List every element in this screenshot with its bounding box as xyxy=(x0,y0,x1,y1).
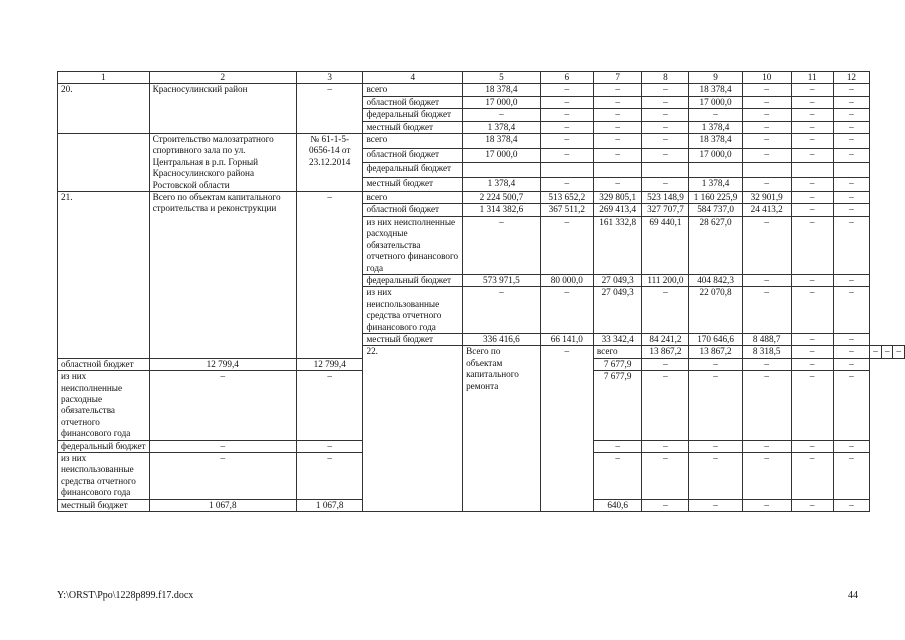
table-cell: – xyxy=(742,148,791,163)
table-cell: – xyxy=(833,109,870,121)
table-cell: – xyxy=(791,440,833,452)
table-cell: федеральный бюджет xyxy=(363,109,463,121)
table-cell: – xyxy=(742,440,791,452)
table-cell xyxy=(463,163,541,178)
table-cell: 1 378,4 xyxy=(689,121,742,133)
table-cell: 1 067,8 xyxy=(296,499,363,511)
table-cell: 27 049,3 xyxy=(593,274,642,286)
table-cell: – xyxy=(791,109,833,121)
table-cell: – xyxy=(642,177,689,192)
table-cell: – xyxy=(742,84,791,96)
table-cell: – xyxy=(791,96,833,108)
table-cell: – xyxy=(833,96,870,108)
table-cell: – xyxy=(742,216,791,274)
table-cell: – xyxy=(642,121,689,133)
table-cell: всего xyxy=(363,84,463,96)
table-cell: – xyxy=(742,177,791,192)
table-cell: 8 318,5 xyxy=(742,346,791,358)
table-cell xyxy=(540,163,593,178)
table-cell: – xyxy=(296,371,363,440)
table-row xyxy=(58,192,905,204)
table-cell: 111 200,0 xyxy=(642,274,689,286)
table-cell: – xyxy=(540,177,593,192)
table-cell: – xyxy=(642,371,689,440)
table-cell: – xyxy=(833,216,870,274)
table-cell: из них неиспользованные средства отчетного финансового года xyxy=(363,287,463,334)
table-cell: – xyxy=(689,358,742,370)
table-cell: – xyxy=(540,109,593,121)
table-cell: 513 652,2 xyxy=(540,192,593,204)
table-cell: 32 901,9 xyxy=(742,192,791,204)
table-cell: местный бюджет xyxy=(58,499,150,511)
table-cell: – xyxy=(791,84,833,96)
table-cell: 66 141,0 xyxy=(540,333,593,345)
budget-table xyxy=(57,71,905,512)
table-cell: 7 677,9 xyxy=(593,371,642,440)
column-number-header: 6 xyxy=(540,72,593,84)
table-cell: 2 224 500,7 xyxy=(463,192,541,204)
table-cell: – xyxy=(540,84,593,96)
table-cell: – xyxy=(463,287,541,334)
table-cell: федеральный бюджет xyxy=(58,440,150,452)
column-number-header: 1 xyxy=(58,72,150,84)
table-cell: 523 148,9 xyxy=(642,192,689,204)
table-cell: – xyxy=(642,358,689,370)
table-cell: – xyxy=(540,134,593,149)
table-cell: 12 799,4 xyxy=(149,358,296,370)
table-cell: – xyxy=(791,121,833,133)
table-cell: 573 971,5 xyxy=(463,274,541,286)
table-cell: – xyxy=(593,84,642,96)
table-cell: – xyxy=(689,440,742,452)
table-cell: – xyxy=(296,84,363,134)
table-cell: – xyxy=(791,346,833,358)
table-cell: 170 646,6 xyxy=(689,333,742,345)
table-cell: – xyxy=(791,358,833,370)
table-cell: – xyxy=(642,109,689,121)
table-cell: – xyxy=(791,204,833,216)
column-number-header: 5 xyxy=(463,72,541,84)
table-cell: – xyxy=(742,96,791,108)
table-cell: – xyxy=(689,109,742,121)
table-row xyxy=(58,134,905,149)
table-cell: областной бюджет xyxy=(363,204,463,216)
table-cell: – xyxy=(149,440,296,452)
table-cell: 20. xyxy=(58,84,150,134)
column-number-header: 4 xyxy=(363,72,463,84)
table-cell: 17 000,0 xyxy=(689,148,742,163)
table-cell: Всего по объектам капитального строительства и реконструкции xyxy=(149,192,296,359)
table-cell: 21. xyxy=(58,192,150,359)
table-cell: 1 314 382,6 xyxy=(463,204,541,216)
table-cell xyxy=(742,163,791,178)
table-cell: 24 413,2 xyxy=(742,204,791,216)
table-cell: – xyxy=(833,192,870,204)
table-cell: всего xyxy=(363,134,463,149)
table-cell: 33 342,4 xyxy=(593,333,642,345)
table-cell: Красносулинский район xyxy=(149,84,296,134)
table-cell: 12 799,4 xyxy=(296,358,363,370)
table-cell: – xyxy=(642,287,689,334)
table-cell: – xyxy=(540,287,593,334)
table-cell: 18 378,4 xyxy=(689,84,742,96)
table-cell: областной бюджет xyxy=(58,358,150,370)
table-cell: 367 511,2 xyxy=(540,204,593,216)
table-cell: – xyxy=(833,274,870,286)
table-cell: 329 805,1 xyxy=(593,192,642,204)
table-cell: 84 241,2 xyxy=(642,333,689,345)
table-cell: – xyxy=(833,204,870,216)
table-cell xyxy=(642,163,689,178)
table-cell: – xyxy=(593,109,642,121)
table-cell: – xyxy=(642,134,689,149)
table-cell: – xyxy=(833,134,870,149)
table-cell: всего xyxy=(593,346,642,358)
table-cell: 28 627,0 xyxy=(689,216,742,274)
table-cell: федеральный бюджет xyxy=(363,274,463,286)
table-cell: 327 707,7 xyxy=(642,204,689,216)
table-cell: областной бюджет xyxy=(363,148,463,163)
table-cell: – xyxy=(642,453,689,500)
table-cell xyxy=(833,163,870,178)
table-cell: – xyxy=(296,192,363,359)
table-cell: 1 160 225,9 xyxy=(689,192,742,204)
table-cell: 269 413,4 xyxy=(593,204,642,216)
table-cell: – xyxy=(593,148,642,163)
table-cell: 22. xyxy=(363,346,463,512)
table-cell: местный бюджет xyxy=(363,121,463,133)
table-cell: 18 378,4 xyxy=(689,134,742,149)
table-cell: – xyxy=(833,333,870,345)
table-cell: – xyxy=(642,440,689,452)
table-cell: 1 378,4 xyxy=(463,121,541,133)
table-cell: – xyxy=(742,134,791,149)
table-cell: – xyxy=(742,109,791,121)
table-cell: 22 070,8 xyxy=(689,287,742,334)
table-row xyxy=(58,84,905,96)
table-cell: 336 416,6 xyxy=(463,333,541,345)
table-cell xyxy=(791,163,833,178)
table-cell: – xyxy=(833,453,870,500)
table-cell: – xyxy=(689,371,742,440)
column-number-header: 2 xyxy=(149,72,296,84)
table-cell: – xyxy=(642,148,689,163)
table-cell: – xyxy=(742,274,791,286)
table-cell: – xyxy=(833,177,870,192)
table-cell: федеральный бюджет xyxy=(363,163,463,178)
table-cell: – xyxy=(540,96,593,108)
table-cell: 13 867,2 xyxy=(642,346,689,358)
table-cell: 27 049,3 xyxy=(593,287,642,334)
table-cell: – xyxy=(593,121,642,133)
table-cell: из них неиспользованные средства отчетного финансового года xyxy=(58,453,150,500)
column-number-header: 12 xyxy=(833,72,870,84)
table-cell: – xyxy=(791,453,833,500)
table-cell: – xyxy=(791,333,833,345)
table-cell: 1 378,4 xyxy=(689,177,742,192)
table-cell: всего xyxy=(363,192,463,204)
table-cell: – xyxy=(833,121,870,133)
table-cell: 1 378,4 xyxy=(463,177,541,192)
table-cell: – xyxy=(833,440,870,452)
table-cell: 17 000,0 xyxy=(463,148,541,163)
table-cell: – xyxy=(540,216,593,274)
table-cell: – xyxy=(296,440,363,452)
table-cell: – xyxy=(791,148,833,163)
table-cell: – xyxy=(540,346,593,512)
table-cell: – xyxy=(642,84,689,96)
table-cell: – xyxy=(593,177,642,192)
table-cell: № 61-1-5-0656-14 от 23.12.2014 xyxy=(296,134,363,192)
table-cell: 80 000,0 xyxy=(540,274,593,286)
table-cell: – xyxy=(742,453,791,500)
table-cell: из них неисполненные расходные обязательства отчетного финансового года xyxy=(58,371,150,440)
table-cell: 8 488,7 xyxy=(742,333,791,345)
table-cell: – xyxy=(791,177,833,192)
table-cell: 1 067,8 xyxy=(149,499,296,511)
table-cell: 17 000,0 xyxy=(689,96,742,108)
table-cell: – xyxy=(742,358,791,370)
table-cell: – xyxy=(540,148,593,163)
table-cell xyxy=(58,134,150,192)
table-cell: Строительство малозатратного спортивного зала по ул. Центральная в р.п. Горный Красносулинского района Ростовской области xyxy=(149,134,296,192)
table-cell: 17 000,0 xyxy=(463,96,541,108)
column-number-header: 9 xyxy=(689,72,742,84)
table-cell: – xyxy=(593,96,642,108)
table-cell: 69 440,1 xyxy=(642,216,689,274)
table-cell: – xyxy=(833,287,870,334)
table-cell: – xyxy=(742,287,791,334)
table-cell: 7 677,9 xyxy=(593,358,642,370)
table-cell: 584 737,0 xyxy=(689,204,742,216)
column-number-header: 8 xyxy=(642,72,689,84)
table-cell xyxy=(689,163,742,178)
table-cell: – xyxy=(463,216,541,274)
table-cell: местный бюджет xyxy=(363,333,463,345)
table-cell: – xyxy=(791,274,833,286)
table-cell: – xyxy=(791,216,833,274)
table-cell: Всего по объектам капитального ремонта xyxy=(463,346,541,512)
table-cell: местный бюджет xyxy=(363,177,463,192)
column-number-header: 11 xyxy=(791,72,833,84)
table-cell: – xyxy=(742,121,791,133)
table-header-row xyxy=(58,72,905,84)
table-cell: – xyxy=(593,134,642,149)
table-cell: – xyxy=(791,499,833,511)
table-cell: – xyxy=(833,499,870,511)
table-cell: – xyxy=(833,148,870,163)
table-cell: – xyxy=(833,371,870,440)
table-cell: – xyxy=(833,346,870,358)
table-cell: 18 378,4 xyxy=(463,134,541,149)
table-cell: – xyxy=(689,499,742,511)
column-number-header: 10 xyxy=(742,72,791,84)
table-cell: – xyxy=(593,440,642,452)
table-cell: – xyxy=(881,346,893,358)
table-cell: – xyxy=(540,121,593,133)
table-cell: – xyxy=(870,346,882,358)
table-cell: – xyxy=(593,453,642,500)
table-cell: 640,6 xyxy=(593,499,642,511)
table-cell: – xyxy=(463,109,541,121)
table-cell: из них неисполненные расходные обязательства отчетного финансового года xyxy=(363,216,463,274)
table-cell: – xyxy=(791,134,833,149)
table-cell xyxy=(593,163,642,178)
table-cell: 13 867,2 xyxy=(689,346,742,358)
table-cell: – xyxy=(791,192,833,204)
table-cell: – xyxy=(149,371,296,440)
footer-file-path: Y:\ORST\Ppo\1228p899.f17.docx xyxy=(57,590,194,601)
table-cell: 161 332,8 xyxy=(593,216,642,274)
table-cell: – xyxy=(893,346,905,358)
table-cell: 18 378,4 xyxy=(463,84,541,96)
table-cell: – xyxy=(642,499,689,511)
table-cell: – xyxy=(149,453,296,500)
table-cell: – xyxy=(791,371,833,440)
column-number-header: 7 xyxy=(593,72,642,84)
table-cell: – xyxy=(791,287,833,334)
table-cell: 404 842,3 xyxy=(689,274,742,286)
table-cell: – xyxy=(833,358,870,370)
table-cell: – xyxy=(833,84,870,96)
table-cell: – xyxy=(742,499,791,511)
footer-page-number: 44 xyxy=(848,590,858,601)
table-cell: областной бюджет xyxy=(363,96,463,108)
table-cell: – xyxy=(689,453,742,500)
table-cell: – xyxy=(296,453,363,500)
table-cell: – xyxy=(642,96,689,108)
column-number-header: 3 xyxy=(296,72,363,84)
table-cell: – xyxy=(742,371,791,440)
